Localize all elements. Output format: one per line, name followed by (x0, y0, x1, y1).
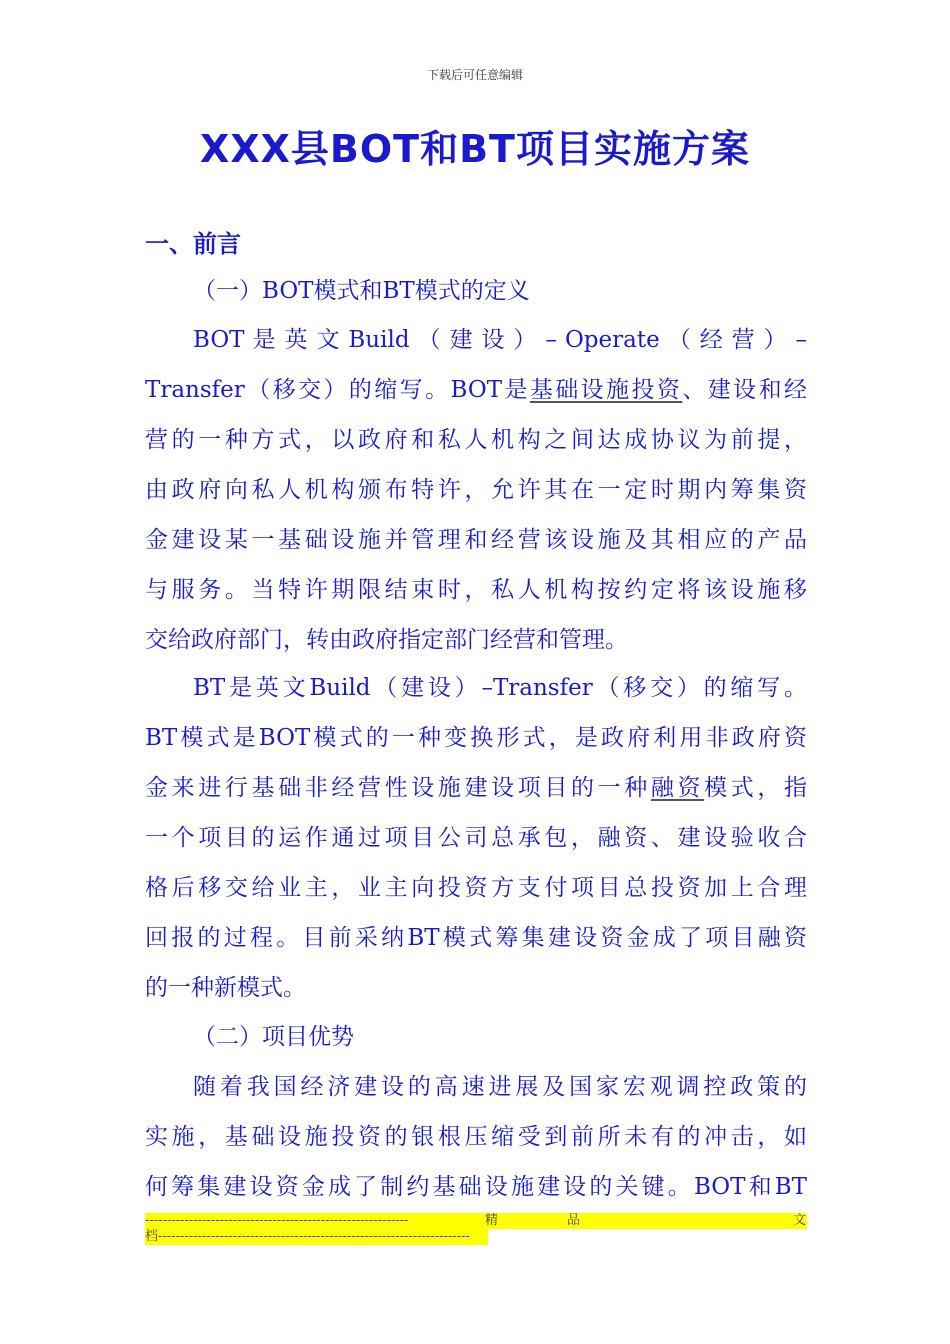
paragraph-line (145, 374, 807, 406)
link-infrastructure-investment[interactable]: 基础设施投资 (529, 377, 683, 403)
footer-watermark-bar-2: 档----------------------------------------------------------------------- (145, 1229, 488, 1245)
paragraph-line: 回报的过程。目前采纳BT模式筹集建设资金成了项目融资 (145, 925, 807, 951)
document-title: XXX县BOT和BT项目实施方案 (200, 127, 750, 171)
paragraph-line: 何筹集建设资金成了制约基础设施建设的关键。BOT和BT (145, 1174, 807, 1200)
paragraph-line: 由政府向私人机构颁布特许，允许其在一定时期内筹集资 (145, 477, 807, 503)
text-span: 、建设和经 (682, 377, 807, 403)
paragraph-line: 一个项目的运作通过项目公司总承包，融资、建设验收合 (145, 825, 807, 851)
paragraph-line: BT是英文Build（建设）–Transfer（移交）的缩写。 (193, 675, 807, 701)
paragraph-line: 交给政府部门，转由政府指定部门经营和管理。 (145, 627, 628, 653)
section-heading-preface: 一、前言 (145, 230, 241, 258)
footer-watermark-bar (145, 1213, 807, 1229)
header-note: 下载后可任意编辑 (426, 68, 523, 82)
link-financing[interactable]: 融资 (650, 775, 705, 801)
footer-dashes: ------------------------------------------------------------ (145, 1213, 409, 1228)
text-span: 金来进行基础非经营性设施建设项目的一种 (145, 775, 651, 801)
paragraph-line: 实施，基础设施投资的银根压缩受到前所未有的冲击，如 (145, 1124, 807, 1150)
text-span: Transfer（移交）的缩写。BOT是 (145, 377, 530, 403)
paragraph-line: 随着我国经济建设的高速进展及国家宏观调控政策的 (193, 1074, 807, 1100)
subheading-advantages: （二）项目优势 (193, 1024, 354, 1050)
footer-word: 品 (567, 1213, 581, 1228)
paragraph-line: 的一种新模式。 (145, 975, 306, 1001)
paragraph-line: BOT 是 英 文 Build （ 建 设 ） – Operate （ 经 营 ） – (193, 327, 807, 353)
paragraph-line: 营的一种方式，以政府和私人机构之间达成协议为前提， (145, 427, 807, 453)
paragraph-line: 与服务。当特许期限结束时，私人机构按约定将该设施移 (145, 577, 807, 603)
footer-word: 精 (485, 1213, 499, 1228)
paragraph-line: 格后移交给业主，业主向投资方支付项目总投资加上合理 (145, 875, 807, 901)
paragraph-line: 金建设某一基础设施并管理和经营该设施及其相应的产品 (145, 527, 807, 553)
paragraph-line: BT模式是BOT模式的一种变换形式，是政府利用非政府资 (145, 725, 807, 751)
subheading-definition: （一）BOT模式和BT模式的定义 (193, 278, 530, 304)
footer-word: 文 (793, 1213, 807, 1228)
text-span: 模式，指 (704, 775, 807, 801)
paragraph-line (145, 772, 807, 804)
